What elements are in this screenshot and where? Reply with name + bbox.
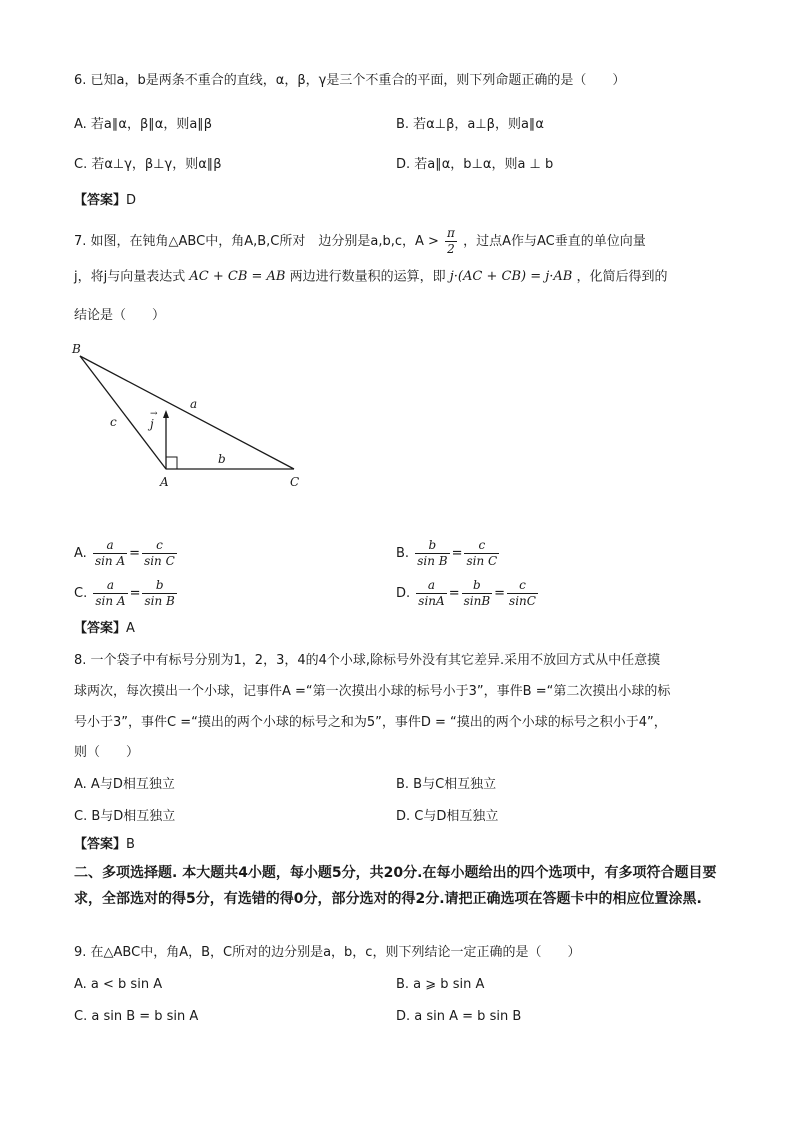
q7-stem-line2-a: j，将j与向量表达式: [74, 269, 186, 285]
fraction: [462, 578, 493, 609]
q6-answer: [74, 192, 136, 210]
q7-stem-line2-c: ，化简后得到的: [576, 269, 668, 285]
q9-option-a: A. a < b sin A: [74, 977, 163, 992]
label-b: b: [218, 452, 226, 466]
q8-stem-line2: 球两次，每次摸出一个小球，记事件A =“第一次摸出小球的标号小于3”，事件B =“第二次摸出小球的标: [74, 684, 671, 699]
q6-stem: 6. 已知a，b是两条不重合的直线，α，β，γ是三个不重合的平面，则下列命题正确的是（ ）: [74, 73, 626, 88]
answer-tag: 【答案】: [74, 621, 127, 636]
q7-answer: [74, 620, 135, 638]
label-j-arrow: →: [150, 409, 158, 419]
numerator: c: [142, 538, 177, 554]
denominator: sinC: [509, 594, 536, 608]
q8-option-c: C. B与D相互独立: [74, 809, 176, 824]
denominator: sin C: [144, 554, 175, 568]
fraction: [93, 538, 127, 569]
answer-tag: 【答案】: [74, 193, 127, 208]
q8-stem-line1: 8. 一个袋子中有标号分别为1，2，3，4的4个小球,除标号外没有其它差异.采用不放回方式从中任意摸: [74, 653, 661, 668]
fraction-numerator: π: [447, 226, 455, 240]
fraction: [142, 578, 176, 609]
q6-option-a: A. 若a∥α，β∥α，则a∥β: [74, 117, 213, 132]
fraction-denominator: 2: [447, 242, 455, 256]
q7-stem-line1-tail: ，过点A作与AC垂直的单位向量: [463, 234, 646, 249]
label-C: C: [290, 475, 300, 489]
q9-option-b: B. a ⩾ b sin A: [396, 977, 485, 992]
section-heading: 二、多项选择题. 本大题共4小题，每小题5分，共20分.在每小题给出的四个选项中，有多项符合题目要求，全部选对的得5分，有选错的得0分，部分选对的得2分.请把正确选项在答题卡中的相应位置涂黑.: [74, 865, 717, 907]
label-B: B: [72, 342, 81, 356]
label-c: c: [110, 415, 117, 429]
denominator: sin A: [95, 594, 126, 608]
numerator: a: [93, 578, 127, 594]
q8-option-a: A. A与D相互独立: [74, 777, 175, 792]
numerator: c: [507, 578, 538, 594]
answer-tag: 【答案】: [74, 837, 127, 852]
numerator: b: [462, 578, 493, 594]
label-a: a: [190, 397, 198, 411]
denominator: sin A: [94, 554, 126, 568]
q9-stem: 9. 在△ABC中，角A，B，C所对的边分别是a，b，c，则下列结论一定正确的是（ ）: [74, 945, 581, 960]
q7-stem-line2: [74, 268, 667, 287]
numerator: a: [93, 538, 127, 554]
label-j: j: [150, 417, 154, 431]
fraction: [507, 578, 538, 609]
label-A: A: [160, 475, 169, 489]
fraction: [416, 578, 446, 609]
answer-value: D: [126, 193, 137, 208]
q8-option-d: D. C与D相互独立: [396, 809, 499, 824]
numerator: a: [416, 578, 446, 594]
fraction: [415, 538, 449, 569]
q7-option-d: D. $\frac{a}{\sin A}$ = $\frac{b}{\sin B}$ = $\frac{c}{\sin C}$: [396, 578, 536, 608]
denominator: sinA: [418, 594, 445, 608]
right-angle-mark: [166, 457, 177, 469]
side-a: [80, 356, 294, 469]
option-prefix: D.: [396, 586, 411, 601]
q9-option-d: D. a sin A = b sin B: [396, 1009, 522, 1024]
q6-option-d: D. 若a∥α，b⊥α，则a ⊥ b: [396, 157, 554, 172]
denominator: sin B: [144, 594, 175, 608]
q9-option-c: C. a sin B = b sin A: [74, 1009, 199, 1024]
denominator: sin B: [417, 554, 448, 568]
dot-product-expression: j·(AC + CB) = j·AB: [449, 269, 573, 284]
denominator: sin C: [466, 554, 498, 568]
numerator: b: [142, 578, 176, 594]
option-prefix: A.: [74, 546, 87, 561]
q7-option-c: C. $\frac{a}{\text{sin A}}$ = $\frac{b}{\text{sin B}}$: [74, 578, 175, 608]
triangle-figure: [60, 336, 320, 496]
numerator: b: [415, 538, 449, 554]
answer-value: A: [126, 621, 135, 636]
q7-stem-line2-b: 两边进行数量积的运算，即: [289, 269, 446, 285]
fraction: [464, 538, 499, 569]
q7-stem-line3: 结论是（ ）: [74, 308, 166, 323]
fraction: [93, 578, 127, 609]
vector-expression: AC + CB = AB: [189, 269, 286, 284]
answer-value: B: [126, 837, 135, 852]
fraction: [142, 538, 177, 569]
option-prefix: C.: [74, 586, 88, 601]
denominator: sinB: [463, 594, 491, 608]
q7-stem-line1: [74, 226, 646, 257]
q8-stem-line3: 号小于3”，事件C =“摸出的两个小球的标号之和为5”，事件D = “摸出的两个小球的标号之积小于4”，: [74, 715, 667, 730]
pi-over-2-fraction: [445, 226, 457, 257]
numerator: c: [464, 538, 499, 554]
q8-answer: [74, 836, 135, 854]
q6-option-b: B. 若α⊥β，a⊥β，则a∥α: [396, 117, 544, 132]
option-prefix: B.: [396, 546, 410, 561]
q8-stem-line4: 则（ ）: [74, 745, 140, 760]
q7-option-a: A. $\frac{a}{\text{sin A}}$ = $\frac{c}{\text{sin C}}$: [74, 538, 175, 568]
q6-option-c: C. 若α⊥γ，β⊥γ，则α∥β: [74, 157, 222, 172]
q8-option-b: B. B与C相互独立: [396, 777, 497, 792]
q7-stem-line1-text: 7. 如图，在钝角△ABC中，角A,B,C所对 边分别是a,b,c，A >: [74, 234, 439, 249]
q7-option-b: B. $\frac{b}{\text{sin B}}$ = $\frac{c}{\text{sin C}}$: [396, 538, 498, 568]
vector-j-arrowhead: [163, 410, 169, 418]
